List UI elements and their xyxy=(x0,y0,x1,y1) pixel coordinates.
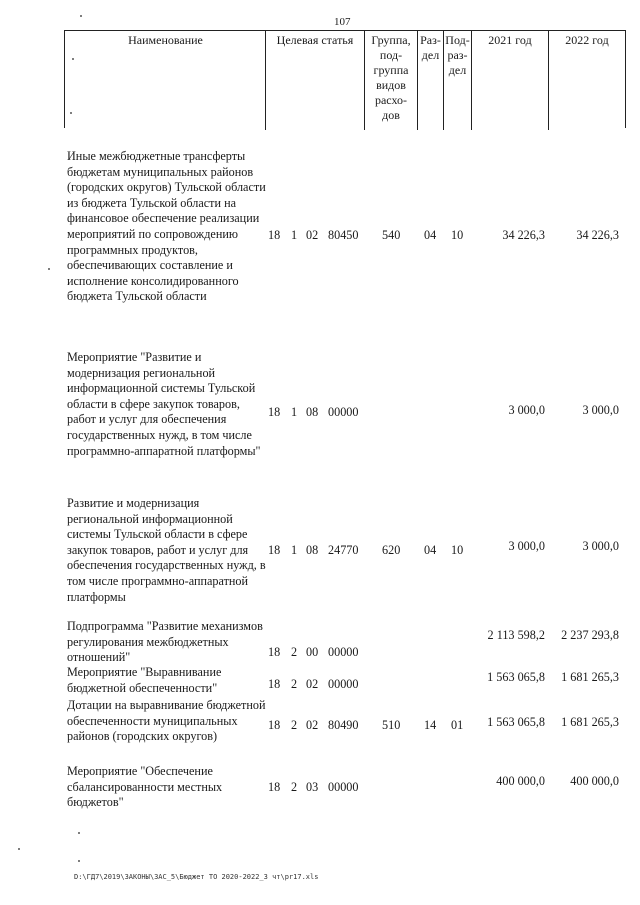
header-name: Наименование xyxy=(128,33,203,47)
target-code-1: 18 xyxy=(268,645,281,659)
target-code-3: 00 xyxy=(306,645,319,659)
value-2022: 400 000,0 xyxy=(570,774,619,788)
scan-speck xyxy=(48,268,50,270)
row-name: Дотации на выравнивание бюджетной обеспеченности муниципальных районов (городских округов) xyxy=(67,698,266,744)
value-2022: 3 000,0 xyxy=(582,403,619,417)
subsection-code: 01 xyxy=(451,718,464,732)
target-code-3: 02 xyxy=(306,677,319,691)
target-code-4: 80450 xyxy=(328,228,359,242)
value-2021: 3 000,0 xyxy=(508,539,545,553)
target-code-3: 08 xyxy=(306,405,319,419)
value-2022: 34 226,3 xyxy=(576,228,619,242)
value-2021: 1 563 065,8 xyxy=(487,670,545,684)
subsection-code: 10 xyxy=(451,543,464,557)
target-code-1: 18 xyxy=(268,780,281,794)
section-code: 04 xyxy=(424,228,437,242)
header-section: Раз- дел xyxy=(420,33,441,62)
target-code-4: 00000 xyxy=(328,645,359,659)
row-name: Мероприятие "Обеспечение сбалансированности местных бюджетов" xyxy=(67,764,223,810)
scan-speck xyxy=(70,112,72,114)
section-code: 04 xyxy=(424,543,437,557)
target-code-2: 1 xyxy=(291,405,298,419)
scan-speck xyxy=(72,58,74,60)
header-target-article: Целевая статья xyxy=(276,33,354,47)
group-code: 620 xyxy=(382,543,401,557)
target-code-4: 00000 xyxy=(328,405,359,419)
subsection-code: 10 xyxy=(451,228,464,242)
header-subsection: Под- раз- дел xyxy=(445,33,470,77)
row-name: Иные межбюджетные трансферты бюджетам муниципальных районов (городских округов) Тульской области из бюджета Тульской области на финансовое обеспечение реализации мероприятий по сопровождению программных продуктов, обеспечивающих составление и исполнение консолидированного бюджета Тульской области xyxy=(67,149,266,304)
file-path-footer: D:\ГД7\2019\ЗАКОНЫ\ЗАС_5\Бюджет ТО 2020-2022_3 чт\pr17.xls xyxy=(74,873,319,881)
target-code-1: 18 xyxy=(268,228,281,242)
scan-speck xyxy=(80,15,82,17)
value-2022: 2 237 293,8 xyxy=(561,628,619,642)
target-code-2: 1 xyxy=(291,543,298,557)
value-2021: 3 000,0 xyxy=(508,403,545,417)
target-code-2: 2 xyxy=(291,780,298,794)
target-code-3: 03 xyxy=(306,780,319,794)
scan-speck xyxy=(78,860,80,862)
value-2022: 1 681 265,3 xyxy=(561,715,619,729)
target-code-1: 18 xyxy=(268,677,281,691)
target-code-4: 00000 xyxy=(328,780,359,794)
value-2021: 1 563 065,8 xyxy=(487,715,545,729)
target-code-3: 08 xyxy=(306,543,319,557)
page-number: 107 xyxy=(334,16,351,28)
row-name: Мероприятие "Развитие и модернизация региональной информационной системы Тульской области в сфере закупок товаров, работ и услуг для обеспечения государственных нужд, в том числе программно-аппаратной платформы" xyxy=(67,350,261,458)
target-code-1: 18 xyxy=(268,718,281,732)
target-code-4: 80490 xyxy=(328,718,359,732)
group-code: 540 xyxy=(382,228,401,242)
target-code-4: 00000 xyxy=(328,677,359,691)
target-code-1: 18 xyxy=(268,543,281,557)
target-code-2: 2 xyxy=(291,645,298,659)
target-code-1: 18 xyxy=(268,405,281,419)
value-2021: 34 226,3 xyxy=(502,228,545,242)
header-group: Группа, под- группа видов расхо- дов xyxy=(371,33,411,122)
group-code: 510 xyxy=(382,718,401,732)
value-2021: 400 000,0 xyxy=(496,774,545,788)
target-code-2: 2 xyxy=(291,718,298,732)
value-2022: 1 681 265,3 xyxy=(561,670,619,684)
header-year-2022: 2022 год xyxy=(565,33,609,47)
scan-speck xyxy=(78,832,80,834)
header-year-2021: 2021 год xyxy=(488,33,532,47)
target-code-3: 02 xyxy=(306,228,319,242)
row-name: Мероприятие "Выравнивание бюджетной обеспеченности" xyxy=(67,665,222,695)
target-code-2: 2 xyxy=(291,677,298,691)
target-code-3: 02 xyxy=(306,718,319,732)
section-code: 14 xyxy=(424,718,437,732)
value-2021: 2 113 598,2 xyxy=(487,628,545,642)
row-name: Подпрограмма "Развитие механизмов регулирования межбюджетных отношений" xyxy=(67,619,263,665)
target-code-2: 1 xyxy=(291,228,298,242)
value-2022: 3 000,0 xyxy=(582,539,619,553)
scan-speck xyxy=(18,848,20,850)
target-code-4: 24770 xyxy=(328,543,359,557)
row-name: Развитие и модернизация региональной информационной системы Тульской области в сфере закупок товаров, работ и услуг для обеспечения государственных нужд, в том числе программно-аппаратной платформы xyxy=(67,496,266,604)
